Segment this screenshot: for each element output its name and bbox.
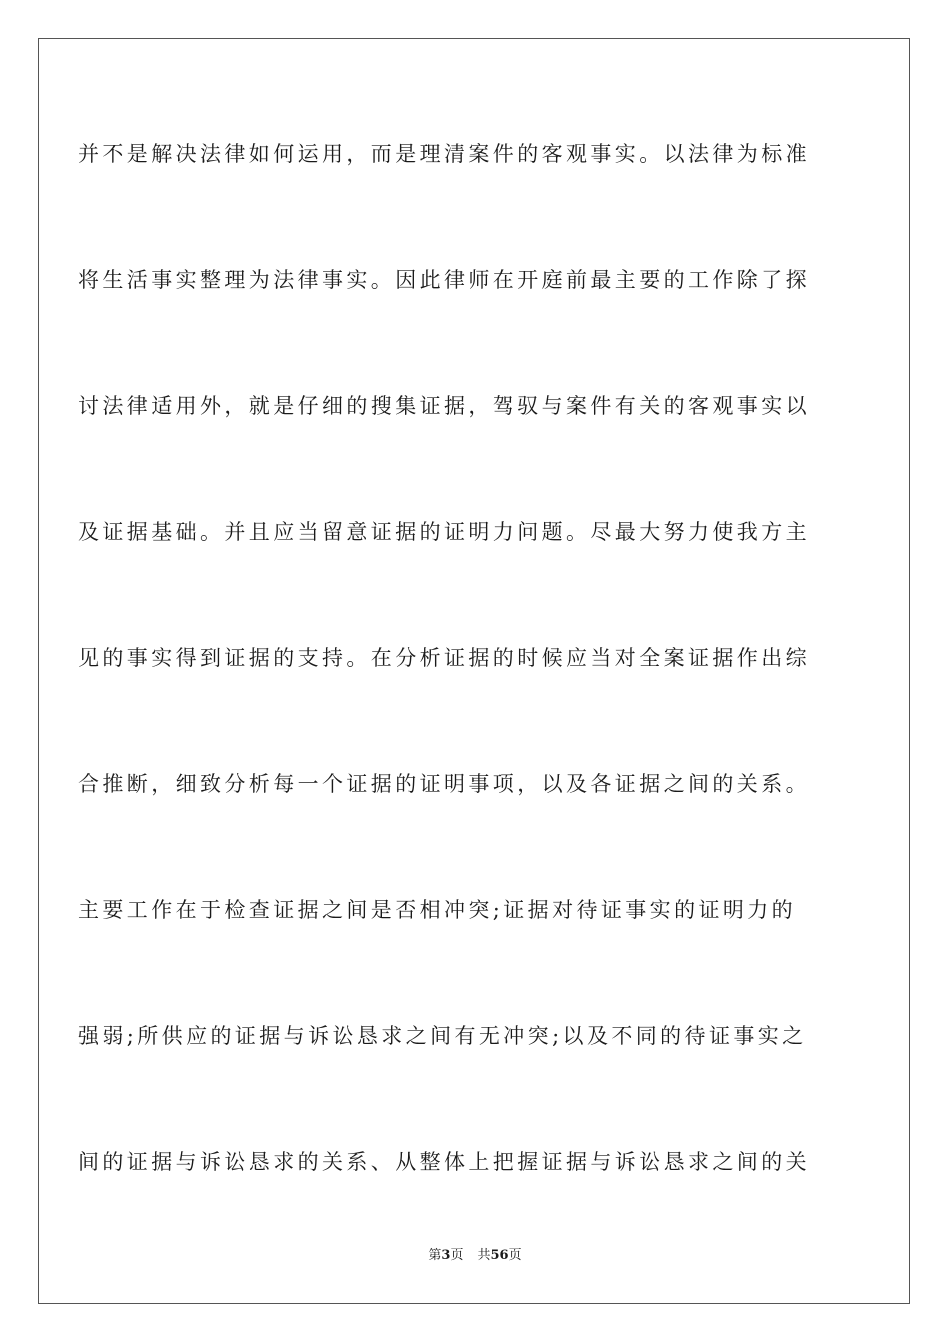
text-line: 见的事实得到证据的支持。在分析证据的时候应当对全案证据作出综 <box>78 646 810 670</box>
text-line: 及证据基础。并且应当留意证据的证明力问题。尽最大努力使我方主 <box>78 520 810 544</box>
body-text <box>78 132 874 1266</box>
text-line: 并不是解决法律如何运用，而是理清案件的客观事实。以法律为标准 <box>78 142 810 166</box>
page-suffix: 页 <box>450 1248 464 1263</box>
text-line: 主要工作在于检查证据之间是否相冲突;证据对待证事实的证明力的 <box>78 898 797 922</box>
text-line: 间的证据与诉讼恳求的关系、从整体上把握证据与诉讼恳求之间的关 <box>78 1150 810 1174</box>
text-line: 讨法律适用外，就是仔细的搜集证据，驾驭与案件有关的客观事实以 <box>78 394 810 418</box>
current-page-number: 3 <box>441 1248 451 1263</box>
text-line: 强弱;所供应的证据与诉讼恳求之间有无冲突;以及不同的待证事实之 <box>78 1024 807 1048</box>
total-prefix: 共 <box>477 1248 491 1263</box>
text-line: 将生活事实整理为法律事实。因此律师在开庭前最主要的工作除了探 <box>78 268 810 292</box>
page-prefix: 第 <box>428 1248 442 1263</box>
text-line: 合推断，细致分析每一个证据的证明事项，以及各证据之间的关系。 <box>78 772 810 796</box>
page-footer <box>0 1244 950 1263</box>
total-page-count: 56 <box>490 1248 509 1263</box>
total-suffix: 页 <box>508 1248 522 1263</box>
